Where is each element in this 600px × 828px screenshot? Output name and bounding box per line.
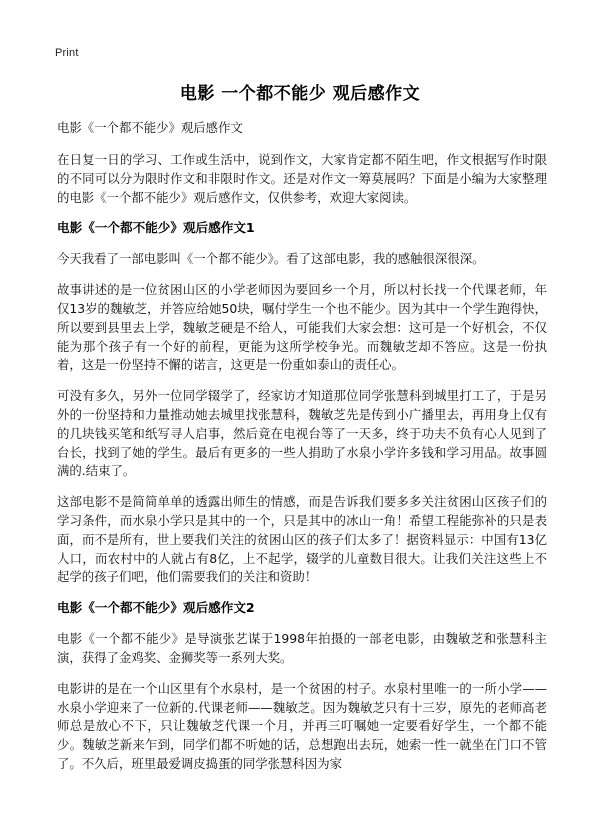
page-title: 电影 一个都不能少 观后感作文	[179, 84, 421, 104]
paragraph: 这部电影不是简简单单的透露出师生的情感，而是告诉我们要多多关注贫困山区孩子们的学习条件，而水泉小学只是其中的一个，只是其中的冰山一角！希望工程能弥补的只是表面，而不是所有，世上要我们关注的贫困山区的孩子们太多了！据资料显示：中国有13亿人口，而农村中的人就占有8亿，上不起学，辍学的儿童数目很大。让我们关注这些上不起学的孩子们吧，他们需要我们的关注和资助！	[57, 494, 547, 585]
section-heading-2: 电影《一个都不能少》观后感作文2	[57, 600, 255, 616]
paragraph: 故事讲述的是一位贫困山区的小学老师因为要回乡一个月，所以村长找一个代课老师，年仅13岁的魏敏芝，并答应给她50块，嘱付学生一个也不能少。因为其中一个学生跑得快，所以要到县里去上学，魏敏芝硬是不给人，可能我们大家会想：这可是一个好机会，不仅能为那个孩子有一个好的前程，更能为这所学校争光。而魏敏芝却不答应。这是一份执着，这是一份坚持不懈的诺言，这更是一份重如泰山的责任心。	[57, 282, 547, 373]
article-body	[57, 119, 547, 786]
paragraph: 电影《一个都不能少》是导演张艺谋于1998年拍摄的一部老电影，由魏敏芝和张慧科主演，获得了金鸡奖、金狮奖等一系列大奖。	[57, 631, 547, 665]
print-link[interactable]: Print	[55, 47, 79, 59]
article-subtitle: 电影《一个都不能少》观后感作文	[57, 120, 243, 135]
paragraph: 可没有多久，另外一位同学辍学了，经家访才知道那位同学张慧科到城里打工了，于是另外的一份坚持和力量推动她去城里找张慧科，魏敏芝先是传到小广播里去，再用身上仅有的几块钱买笔和纸写寻人启事，然后竟在电视台等了一天多，终于功夫不负有心人见到了台长，找到了她的学生。最后有更多的一些人捐助了水泉小学许多钱和学习用品。故事圆满的.结束了。	[57, 388, 547, 479]
paragraph: 今天我看了一部电影叫《一个都不能少》。看了这部电影，我的感触很深很深。	[57, 251, 485, 267]
paragraph: 电影讲的是在一个山区里有个水泉村，是一个贫困的村子。水泉村里唯一的一所小学——水泉小学迎来了一位新的.代课老师——魏敏芝。因为魏敏芝只有十三岁，原先的老师高老师总是放心不下，只让魏敏芝代课一个月，并再三叮嘱她一定要看好学生，一个都不能少。魏敏芝新来乍到，同学们都不听她的话，总想跑出去玩，她索一性一就坐在门口不管了。不久后，班里最爱调皮捣蛋的同学张慧科因为家	[57, 680, 547, 771]
section-heading-1: 电影《一个都不能少》观后感作文1	[57, 220, 255, 236]
intro-paragraph: 在日复一日的学习、工作或生活中，说到作文，大家肯定都不陌生吧，作文根据写作时限的不同可以分为限时作文和非限时作文。还是对作文一筹莫展吗？下面是小编为大家整理的电影《一个都不能少》观后感作文，仅供参考，欢迎大家阅读。	[57, 152, 547, 205]
